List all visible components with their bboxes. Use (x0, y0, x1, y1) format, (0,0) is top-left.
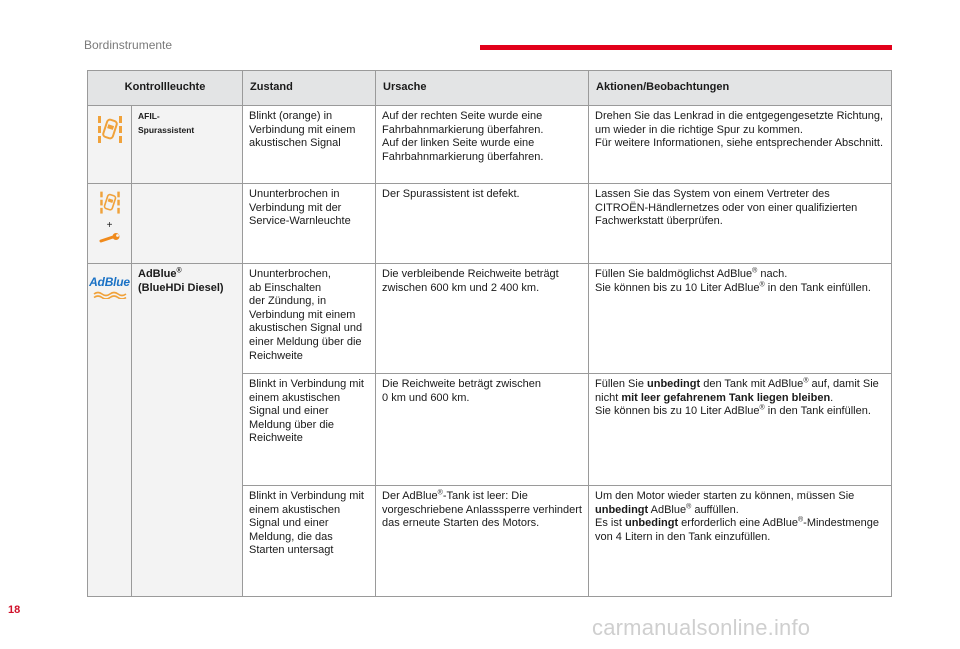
table-row (88, 184, 892, 264)
cause-cell: Der Spurassistent ist defekt. (376, 184, 589, 264)
action-text: AdBlue (648, 503, 687, 516)
action-cell (589, 264, 892, 374)
action-cell: Drehen Sie das Lenkrad in die entgegengesetzte Richtung, um wieder in die richtige Spur zu kommen. Für weitere Informationen, siehe entsprechender Abschnitt. (589, 106, 892, 184)
cause-cell: Die Reichweite beträgt zwischen 0 km und 600 km. (376, 374, 589, 486)
lane-departure-icon (88, 190, 131, 221)
section-title: Bordinstrumente (84, 38, 173, 52)
col-header-ursache: Ursache (376, 71, 589, 106)
adblue-icon (88, 276, 131, 299)
icon-cell (88, 184, 132, 264)
registered-mark: ® (437, 489, 443, 497)
action-text: in den Tank einfüllen. (764, 405, 871, 418)
state-cell: Ununterbrochen in Verbindung mit der Service-Warnleuchte (243, 184, 376, 264)
plus-sign: + (106, 219, 113, 231)
page-number: 18 (8, 604, 21, 616)
cause-cell: Auf der rechten Seite wurde eine Fahrbahnmarkierung überfahren. Auf der linken Seite wurde eine Fahrbahnmarkierung überfahren. (376, 106, 589, 184)
state-cell: Blinkt (orange) in Verbindung mit einem akustischen Signal (243, 106, 376, 184)
registered-mark: ® (759, 404, 765, 412)
adblue-icon-text: AdBlue (89, 275, 130, 289)
action-text: Sie können bis zu 10 Liter AdBlue (595, 281, 760, 294)
action-bold: unbedingt (647, 378, 701, 390)
action-cell (589, 374, 892, 486)
warning-lights-table (87, 70, 892, 597)
action-bold: unbedingt (595, 503, 649, 516)
action-text: Sie können bis zu 10 Liter AdBlue (595, 405, 760, 418)
col-header-aktionen: Aktionen/Beobachtungen (589, 71, 892, 106)
action-text: nach. (757, 268, 788, 280)
action-text: den Tank mit AdBlue (700, 378, 804, 390)
warning-name (132, 184, 243, 264)
table-row (88, 264, 892, 374)
afil-name: AFIL- Spurassistent (138, 111, 195, 135)
action-text: . (830, 391, 834, 404)
cause-text: -Tank ist leer: Die vorgeschriebene Anlasssperre verhindert das erneute Starten des Motors. (382, 490, 582, 530)
warning-name (132, 106, 243, 184)
col-header-kontrollleuchte: Kontrollleuchte (88, 71, 243, 106)
action-text: auffüllen. (691, 503, 739, 516)
warning-name (132, 264, 243, 597)
state-cell: Blinkt in Verbindung mit einem akustischen Signal und einer Meldung über die Reichweite (243, 374, 376, 486)
watermark: carmanualsonline.info (592, 615, 811, 640)
registered-mark: ® (752, 267, 758, 275)
cause-text: Der AdBlue (382, 490, 438, 502)
icon-cell (88, 264, 132, 597)
registered-mark: ® (176, 267, 182, 275)
action-bold: unbedingt (624, 517, 679, 530)
registered-mark: ® (797, 516, 804, 524)
table-header-row (88, 71, 892, 106)
registered-mark: ® (686, 502, 692, 510)
state-cell: Ununterbrochen, ab Einschalten der Zündung, in Verbindung mit einem akustischen Signal und einer Meldung über die Reichweite (243, 264, 376, 374)
action-cell: Lassen Sie das System von einem Vertreter des CITROËN-Händlernetzes oder von einer qualifizierten Fachwerkstatt überprüfen. (589, 184, 892, 264)
action-text: auf, damit Sie nicht (595, 378, 879, 404)
wrench-icon (88, 233, 131, 250)
registered-mark: ® (803, 377, 809, 385)
action-bold: mit leer gefahrenem Tank liegen bleiben (621, 391, 831, 404)
adblue-name: AdBlue (138, 268, 177, 280)
action-text: Es ist (595, 517, 625, 530)
action-cell (589, 486, 892, 597)
lane-departure-icon (88, 114, 131, 151)
icon-cell (88, 106, 132, 184)
action-text: Um den Motor wieder starten zu können, müssen Sie (595, 490, 855, 502)
accent-bar (480, 45, 892, 50)
bluehdi-name: (BlueHDi Diesel) (138, 281, 224, 294)
action-text: -Mindestmenge von 4 Litern in den Tank einzufüllen. (595, 517, 879, 543)
action-text: in den Tank einfüllen. (764, 281, 871, 294)
action-text: Füllen Sie (595, 378, 647, 390)
table-row (88, 106, 892, 184)
state-cell: Blinkt in Verbindung mit einem akustischen Signal und einer Meldung, die das Starten untersagt (243, 486, 376, 597)
col-header-zustand: Zustand (243, 71, 376, 106)
action-text: erforderlich eine AdBlue (678, 517, 798, 530)
cause-cell (376, 486, 589, 597)
cause-cell: Die verbleibende Reichweite beträgt zwischen 600 km und 2 400 km. (376, 264, 589, 374)
action-text: Füllen Sie baldmöglichst AdBlue (595, 268, 753, 280)
registered-mark: ® (759, 280, 765, 288)
